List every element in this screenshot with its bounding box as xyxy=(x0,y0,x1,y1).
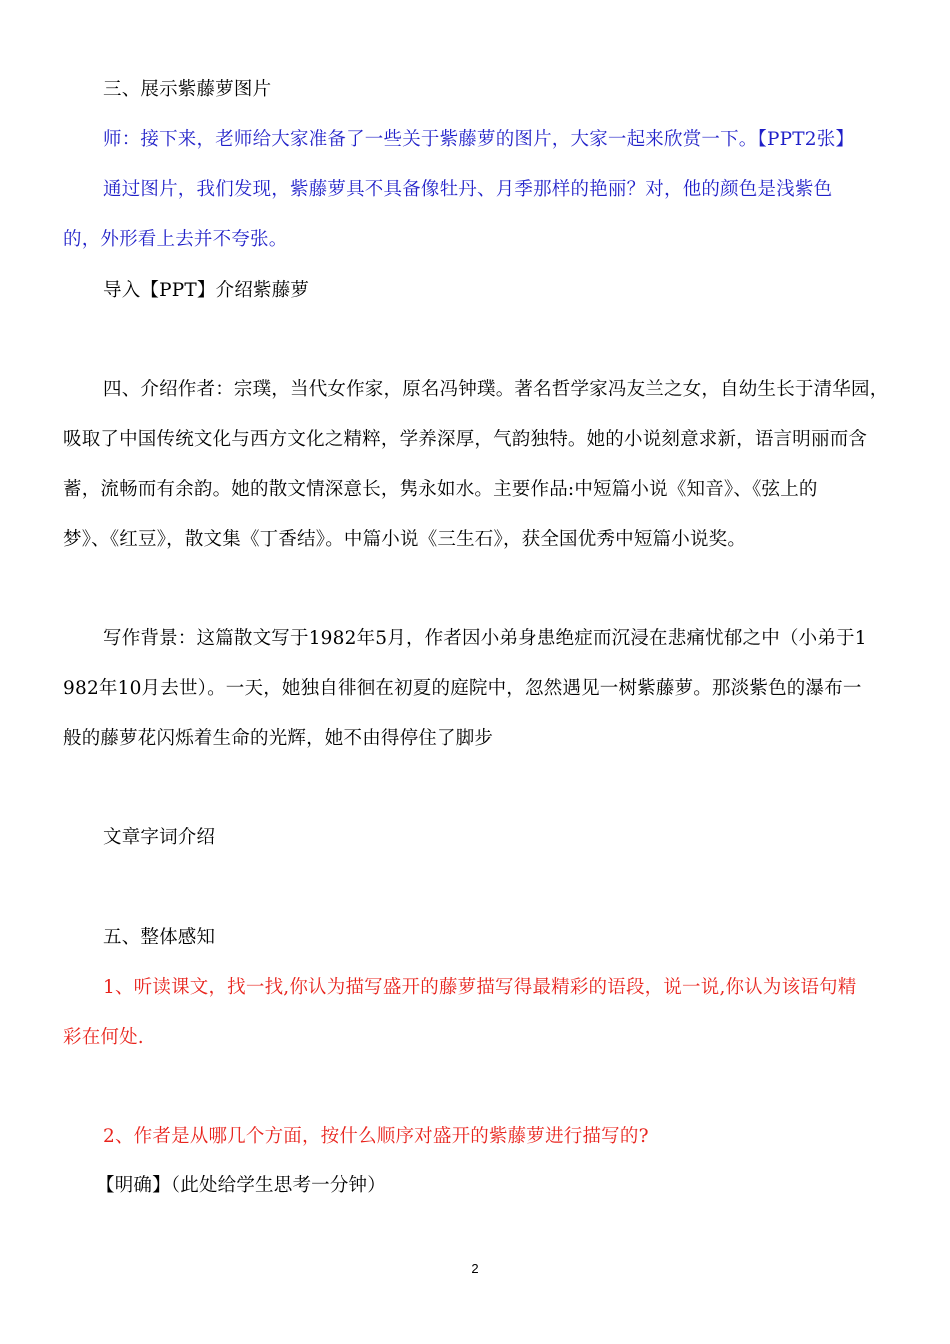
writing-background-line: 写作背景：这篇散文写于1982年5月，作者因小弟身患绝症而沉浸在悲痛忧郁之中（小弟于1 xyxy=(103,628,867,649)
answer-note-line: 【明确】（此处给学生思考一分钟） xyxy=(96,1175,386,1196)
paragraph-line: 通过图片，我们发现，紫藤萝具不具备像牡丹、月季那样的艳丽？对，他的颜色是浅紫色 xyxy=(103,179,833,200)
paragraph-line: 梦》、《红豆》，散文集《丁香结》。中篇小说《三生石》，获全国优秀中短篇小说奖。 xyxy=(63,529,747,550)
vocabulary-heading: 文章字词介绍 xyxy=(103,827,216,848)
paragraph-line: 般的藤萝花闪烁着生命的光辉，她不由得停住了脚步 xyxy=(63,728,494,749)
page-number: 2 xyxy=(471,1261,479,1276)
section-heading-5: 五、整体感知 xyxy=(103,927,216,948)
question-1-line: 彩在何处. xyxy=(63,1027,144,1048)
question-2-line: 2、作者是从哪几个方面，按什么顺序对盛开的紫藤萝进行描写的? xyxy=(103,1126,649,1147)
paragraph-line: 蓄，流畅而有余韵。她的散文情深意长，隽永如水。主要作品:中短篇小说《知音》、《弦上的 xyxy=(63,479,818,500)
paragraph-line: 的，外形看上去并不夸张。 xyxy=(63,229,288,250)
question-1-line: 1、听读课文，找一找,你认为描写盛开的藤萝描写得最精彩的语段，说一说,你认为该语句精 xyxy=(103,977,857,998)
paragraph-line: 982年10月去世）。一天，她独自徘徊在初夏的庭院中，忽然遇见一树紫藤萝。那淡紫色的瀑布一 xyxy=(63,678,862,699)
paragraph-line: 导入【PPT】介绍紫藤萝 xyxy=(103,280,310,301)
section-heading-4: 四、介绍作者：宗璞，当代女作家，原名冯钟璞。著名哲学家冯友兰之女，自幼生长于清华园， xyxy=(103,379,889,400)
section-heading-3: 三、展示紫藤萝图片 xyxy=(103,79,272,100)
paragraph-line: 吸取了中国传统文化与西方文化之精粹，学养深厚，气韵独特。她的小说刻意求新，语言明丽而含 xyxy=(63,429,868,450)
teacher-speech-line: 师：接下来，老师给大家准备了一些关于紫藤萝的图片，大家一起来欣赏一下。【PPT2张】 xyxy=(103,129,855,150)
